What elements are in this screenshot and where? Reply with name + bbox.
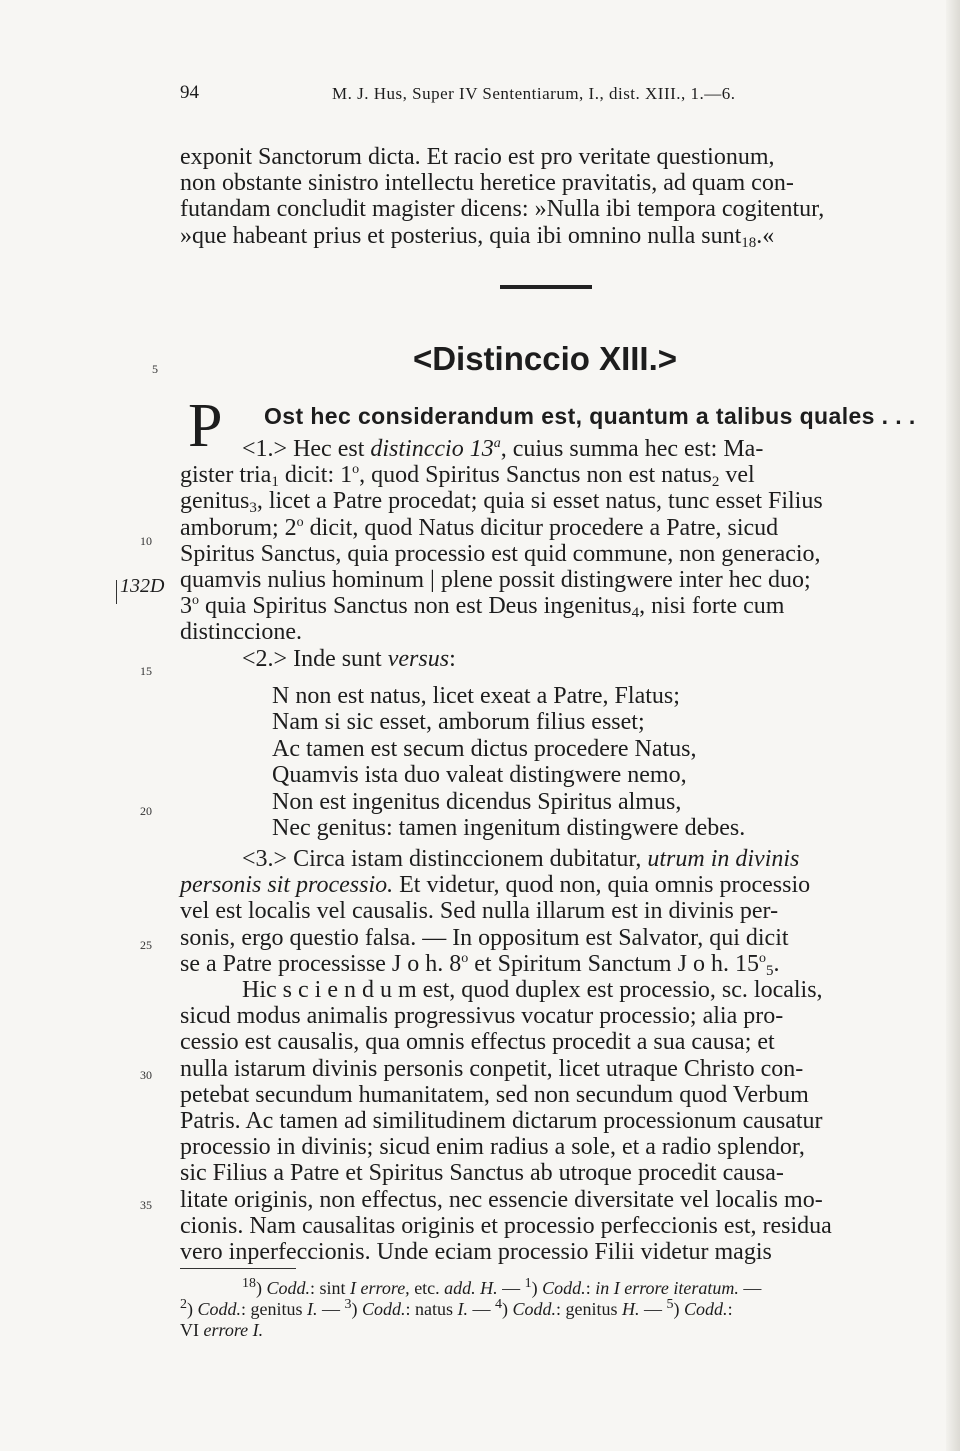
footnote-line: $^2$) Codd.: genitus I. — $^3$) Codd.: natus I. — $^4$) Codd.: genitus H. — $^5$) Codd.:: [180, 1297, 733, 1319]
footnote-divider: [180, 1268, 296, 1269]
line-number: 25: [140, 938, 152, 952]
paragraph-3: <3.> Circa istam distinccionem dubitatur, utrum in divinis personis sit processio. Et videtur, quod non, quia omnis processio vel est localis vel causalis. Sed nulla illarum est in divinis per- sonis, ergo questio falsa. — In oppositum est Salvator, qui dicit se a Patre processisse J o h. 8$^o$ et Spiritum Sanctum J o h. $15^o_5$. Hic s c i e n d u m est, quod duplex est processio, sc. localis, sicud modus animalis progressivus vocatur processio; alia pro- cessio est causalis, qua omnis effectus procedit a sua causa; et nulla istarum divinis personis conpetit, licet utraque Christo con- petebat secundum humanitatem, sed non secundum quod Verbum Patris. Ac tamen ad similitudinem dictarum processionum causatur processio in divinis; sicud enim radius a sole, et a radio splendor, sic Filius a Patre et Spiritus Sanctus ab utroque procedit causa- litate originis, non effectus, nec essencie diversitate vel localis mo- cionis. Nam causalitas originis et processio perfeccionis est, residua vero inperfeccionis. Unde eciam processio Filii videtur magis: [180, 846, 910, 1265]
page-number: 94: [180, 82, 199, 103]
intro-paragraph: [180, 144, 910, 249]
text-line: futandam concludit magister dicens: »Nulla ibi tempora cogitentur,: [180, 196, 825, 223]
footnotes: [180, 1278, 910, 1341]
verse-line: Nam si sic esset, amborum filius esset;: [272, 709, 645, 736]
paragraph-1: <1.> Hec est distinccio 13$^a$, cuius summa hec est: Ma- gister tria$_1$ dicit: 1$^o$, quod Spiritus Sanctus non est natus$_2$ vel genitus$_3$, licet a Patre procedat; quia si esset natus, tunc esset Filius amborum; 2$^o$ dicit, quod Natus dicitur procedere a Patre, sicud Spiritus Sanctus, quia processio est quid commune, non generacio, quamvis nulius hominum | plene possit distingwere inter hec duo; 3$^o$ quia Spiritus Sanctus non est Deus ingenitus$_4$, nisi forte cum distinccione. <2.> Inde sunt versus:: [180, 436, 910, 672]
incipit-text: Ost hec considerandum est, quantum a talibus quales . . .: [264, 403, 916, 429]
section-heading: <Distinccio XIII.>: [412, 340, 678, 377]
margin-bar: [116, 580, 117, 604]
line-number: 20: [140, 804, 152, 818]
line-number: 35: [140, 1198, 152, 1212]
initial-letter: P: [188, 392, 223, 460]
verse-line: Nec genitus: tamen ingenitum distingwere debes.: [272, 815, 746, 842]
line-number: 15: [140, 664, 152, 678]
verse-block: [272, 683, 745, 841]
line-number: 5: [152, 362, 158, 376]
page-edge-shadow: [946, 0, 960, 1451]
text-line: non obstante sinistro intellectu heretice pravitatis, ad quam con-: [180, 170, 794, 197]
footnote-line: VI errore I.: [180, 1320, 264, 1340]
verse-line: Quamvis ista duo valeat distingwere nemo,: [272, 762, 687, 789]
verse-line: N non est natus, licet exeat a Patre, Flatus;: [272, 683, 680, 709]
paragraph-2-intro: <2.> Inde sunt versus:: [242, 645, 456, 672]
section-divider: [500, 285, 592, 289]
verse-line: Non est ingenitus dicendus Spiritus almus,: [272, 788, 682, 815]
verse-line: Ac tamen est secum dictus procedere Natus,: [272, 735, 697, 762]
line-number: 10: [140, 534, 152, 548]
text-line: »que habeant prius et posterius, quia ibi omnino nulla sunt$_{18}$.«: [180, 222, 775, 251]
text-line: exponit Sanctorum dicta. Et racio est pro veritate questionum,: [180, 144, 775, 170]
paragraph-4: Hic s c i e n d u m est, quod duplex est processio, sc. localis,: [242, 977, 823, 1004]
line-number: 30: [140, 1068, 152, 1082]
footnote-line: $^{18}$) Codd.: sint I errore, etc. add. H. — $^1$) Codd.: in I errore iteratum. —: [242, 1276, 762, 1298]
running-title: M. J. Hus, Super IV Sententiarum, I., dist. XIII., 1.—6.: [332, 84, 736, 103]
margin-reference: 132D: [120, 575, 165, 597]
